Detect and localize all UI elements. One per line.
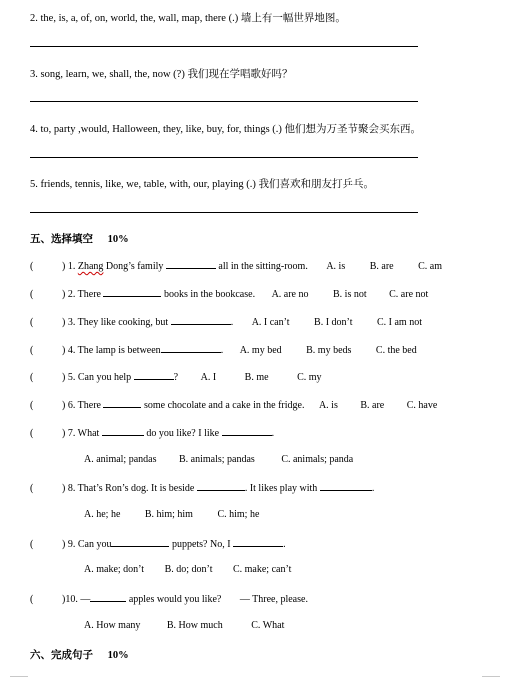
option-c: C. my bbox=[297, 372, 322, 383]
answer-paren: ( bbox=[30, 483, 34, 494]
blank[interactable] bbox=[222, 426, 272, 436]
answer-paren: ( bbox=[30, 400, 34, 411]
question-10: ( )10. — apples would you like? — Three, please. bbox=[30, 594, 308, 605]
blank[interactable] bbox=[103, 287, 161, 297]
blank[interactable] bbox=[161, 343, 221, 353]
question-9: ( ) 9. Can you puppets? No, I . bbox=[30, 539, 286, 550]
blank[interactable] bbox=[320, 481, 372, 491]
reorder-item-3: 3. song, learn, we, shall, the, now (?) 我们现在学唱歌好吗？ bbox=[30, 69, 293, 80]
option-a: A. is bbox=[318, 400, 338, 411]
section-six-title: 六、完成句子 bbox=[30, 650, 93, 661]
blank[interactable] bbox=[171, 315, 231, 325]
option-b: B. are bbox=[369, 261, 394, 272]
answer-paren: ( bbox=[30, 317, 34, 328]
question-6: ( ) 6. There some chocolate and a cake in the fridge. A. is B. are C. have bbox=[30, 400, 438, 411]
section-five-title: 五、选择填空 bbox=[30, 234, 93, 245]
answer-paren: ( bbox=[30, 372, 34, 383]
answer-line-4 bbox=[30, 157, 418, 158]
option-a: A. How many bbox=[84, 620, 141, 631]
option-b: B. is not bbox=[333, 289, 367, 300]
section-six-score: 10% bbox=[107, 650, 129, 661]
question-1: ( ) 1. Zhang Dong’s family all in the sitting-room. A. is B. are C. am bbox=[30, 261, 443, 272]
option-a: A. animal; pandas bbox=[84, 454, 157, 465]
answer-paren: ( bbox=[30, 428, 34, 439]
blank[interactable] bbox=[111, 537, 169, 547]
option-a: A. make; don’t bbox=[84, 564, 145, 575]
question-10-options bbox=[84, 620, 284, 631]
question-3: ( ) 3. They like cooking, but . A. I can’t B. I don’t C. I am not bbox=[30, 317, 422, 328]
question-2: ( ) 2. There books in the bookcase. A. are no B. is not C. are not bbox=[30, 289, 429, 300]
answer-line-3 bbox=[30, 101, 418, 102]
option-b: B. I don’t bbox=[314, 317, 353, 328]
option-c: C. the bed bbox=[375, 345, 417, 356]
question-8: ( ) 8. That’s Ron’s dog. It is beside . It likes play with . bbox=[30, 483, 375, 494]
section-five-heading bbox=[30, 231, 141, 246]
question-7-options bbox=[84, 454, 353, 465]
question-9-options bbox=[84, 564, 291, 575]
option-a: A. I bbox=[200, 372, 217, 383]
answer-line-5 bbox=[30, 212, 418, 213]
answer-paren: ( bbox=[30, 594, 34, 605]
section-six-heading bbox=[30, 647, 141, 662]
question-7: ( ) 7. What do you like? I like . bbox=[30, 428, 275, 439]
question-4: ( ) 4. The lamp is between . A. my bed B. my beds C. the bed bbox=[30, 345, 417, 356]
section-five-score: 10% bbox=[107, 234, 129, 245]
option-b: B. him; him bbox=[144, 509, 193, 520]
option-a: A. I can’t bbox=[251, 317, 290, 328]
question-8-options bbox=[84, 509, 259, 520]
question-5: ( ) 5. Can you help ? A. I B. me C. my bbox=[30, 372, 322, 383]
blank[interactable] bbox=[166, 259, 216, 269]
option-c: C. have bbox=[406, 400, 438, 411]
answer-paren: ( bbox=[30, 539, 34, 550]
option-b: B. do; don’t bbox=[164, 564, 213, 575]
option-a: A. my bed bbox=[239, 345, 282, 356]
blank[interactable] bbox=[197, 481, 245, 491]
option-b: B. me bbox=[244, 372, 269, 383]
blank[interactable] bbox=[134, 370, 174, 380]
option-c: C. I am not bbox=[376, 317, 422, 328]
answer-paren: ( bbox=[30, 345, 34, 356]
option-c: C. are not bbox=[389, 289, 429, 300]
option-b: B. are bbox=[360, 400, 385, 411]
blank[interactable] bbox=[90, 592, 126, 602]
reorder-item-4: 4. to, party ,would, Halloween, they, like, buy, for, things (.) 他们想为万圣节聚会买东西。 bbox=[30, 124, 422, 135]
blank[interactable] bbox=[233, 537, 283, 547]
option-c: C. make; can’t bbox=[232, 564, 292, 575]
answer-paren: ( bbox=[30, 261, 34, 272]
option-b: B. How much bbox=[166, 620, 223, 631]
option-c: C. him; he bbox=[217, 509, 260, 520]
option-b: B. my beds bbox=[306, 345, 352, 356]
blank[interactable] bbox=[102, 426, 144, 436]
option-c: C. animals; panda bbox=[281, 454, 354, 465]
answer-paren: ( bbox=[30, 289, 34, 300]
option-b: B. animals; pandas bbox=[178, 454, 255, 465]
answer-line-2 bbox=[30, 46, 418, 47]
option-a: A. is bbox=[326, 261, 346, 272]
option-a: A. he; he bbox=[84, 509, 121, 520]
option-c: C. am bbox=[418, 261, 443, 272]
option-a: A. are no bbox=[271, 289, 309, 300]
name-zhang: Zhang bbox=[77, 261, 104, 272]
reorder-item-5: 5. friends, tennis, like, we, table, with, our, playing (.) 我们喜欢和朋友打乒乓。 bbox=[30, 179, 374, 190]
blank[interactable] bbox=[103, 398, 141, 408]
option-c: C. What bbox=[251, 620, 285, 631]
reorder-item-2: 2. the, is, a, of, on, world, the, wall, map, there (.) 墙上有一幅世界地图。 bbox=[30, 13, 346, 24]
